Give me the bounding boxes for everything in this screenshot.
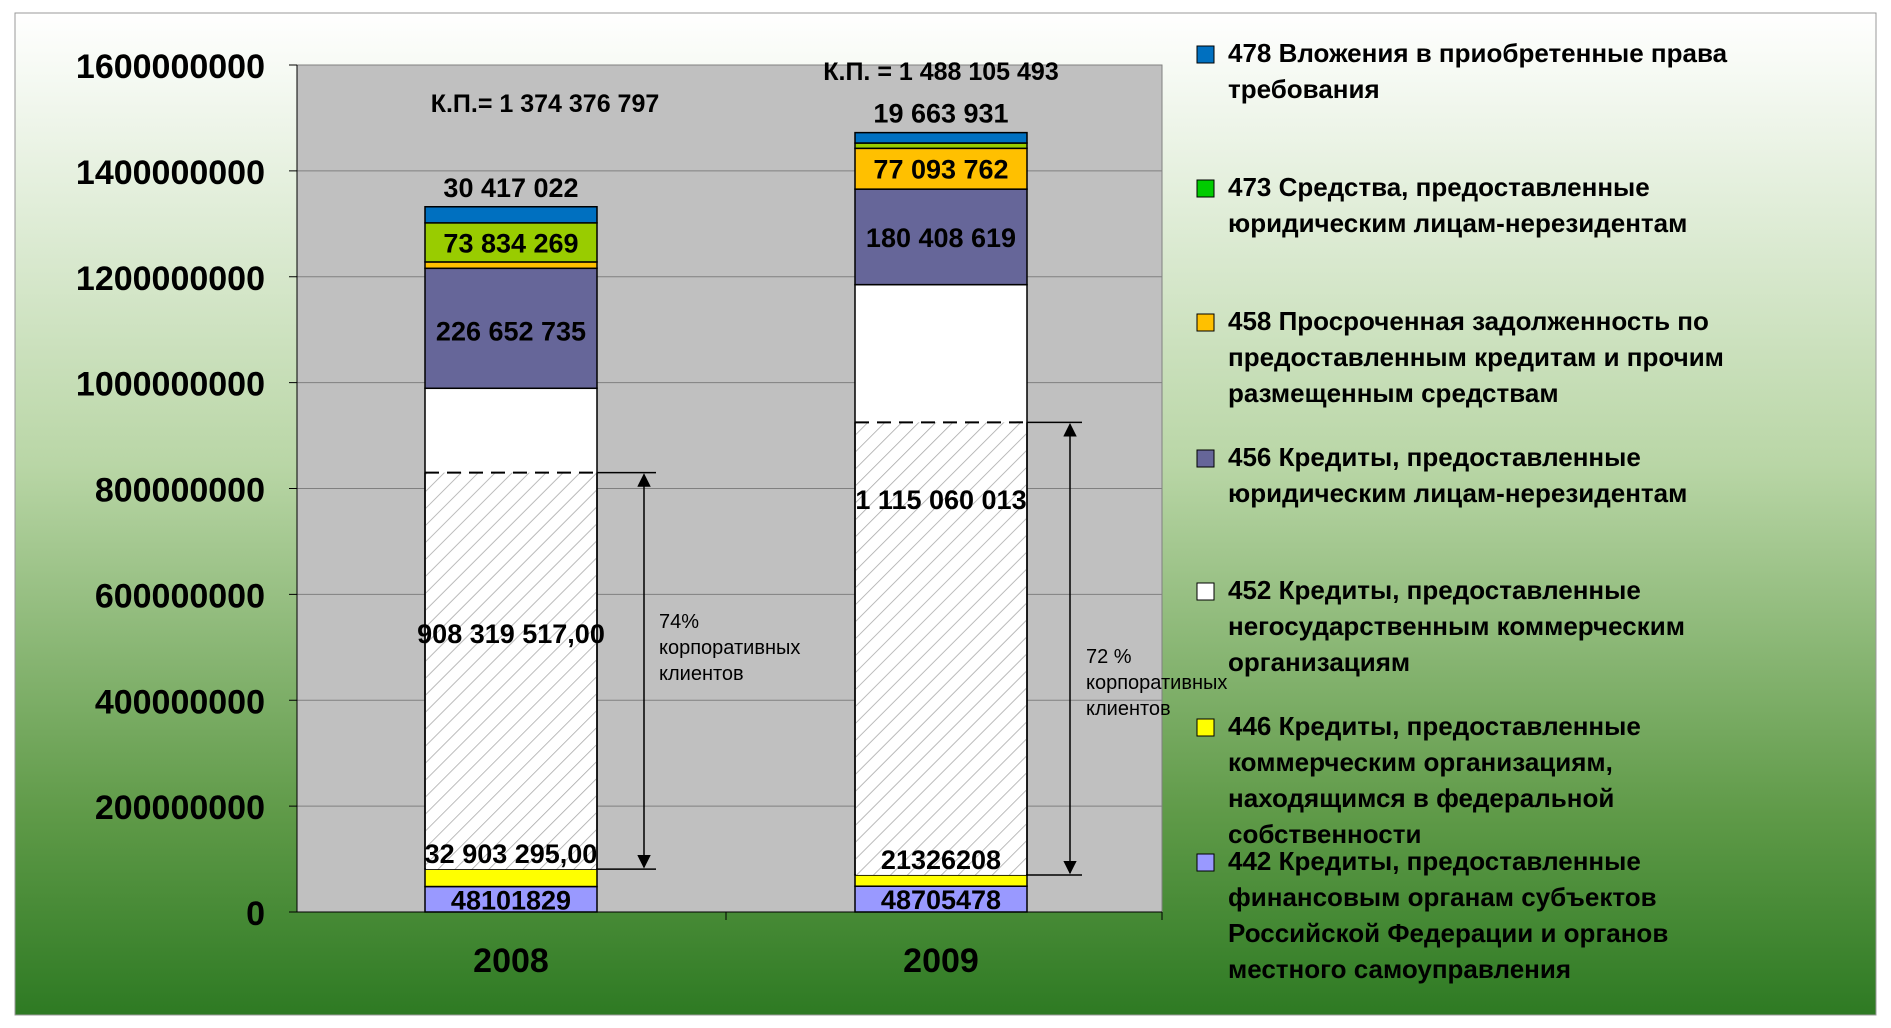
bar-segment-2008-458 bbox=[425, 262, 597, 268]
x-category-label: 2009 bbox=[903, 942, 979, 980]
data-label: 73 834 269 bbox=[443, 228, 579, 259]
data-label: 48705478 bbox=[880, 885, 1002, 916]
legend-swatch-442 bbox=[1197, 854, 1214, 871]
y-tick-label: 600000000 bbox=[94, 577, 265, 616]
legend-label-456: 456 Кредиты, предоставленные юридическим лицам-нерезидентам bbox=[1228, 442, 1688, 508]
data-label: 77 093 762 bbox=[873, 154, 1009, 185]
legend-label-452: 452 Кредиты, предоставленные негосударственным коммерческим организациям bbox=[1228, 575, 1685, 677]
data-label: 30 417 022 bbox=[443, 172, 579, 203]
data-label: 226 652 735 bbox=[435, 316, 587, 347]
legend-label-458: 458 Просроченная задолженность по предоставленным кредитам и прочим размещенным средствам bbox=[1228, 306, 1724, 408]
y-tick-label: 1200000000 bbox=[75, 259, 265, 298]
y-tick-label: 800000000 bbox=[94, 471, 265, 510]
bar-segment-2009-478 bbox=[855, 133, 1027, 143]
y-tick-label: 1000000000 bbox=[75, 365, 265, 404]
data-label: 1 115 060 013 bbox=[855, 484, 1027, 515]
data-label: 32 903 295,00 bbox=[424, 839, 598, 870]
corporate-hatched-region bbox=[426, 473, 596, 870]
y-tick-label: 1400000000 bbox=[75, 153, 265, 192]
y-tick-label: 0 bbox=[246, 895, 265, 933]
y-tick-label: 400000000 bbox=[94, 683, 265, 722]
data-label: 21326208 bbox=[880, 844, 1002, 875]
legend-swatch-446 bbox=[1197, 719, 1214, 736]
y-tick-label: 200000000 bbox=[94, 789, 265, 828]
corporate-share-note: 74% корпоративных клиентов bbox=[659, 611, 801, 685]
legend-swatch-473 bbox=[1197, 180, 1214, 197]
corporate-share-note: 72 % корпоративных клиентов bbox=[1086, 646, 1228, 720]
data-label: 908 319 517,00 bbox=[417, 619, 605, 650]
y-tick-label: 1600000000 bbox=[75, 48, 265, 86]
data-label: 48101829 bbox=[450, 885, 572, 916]
bar-segment-2008-446 bbox=[425, 869, 597, 886]
bar-segment-2008-478 bbox=[425, 207, 597, 223]
data-label: 19 663 931 bbox=[873, 98, 1009, 129]
legend-label-446: 446 Кредиты, предоставленные коммерческим организациям, находящимся в федеральной собственности bbox=[1228, 711, 1641, 849]
total-label-2009: К.П. = 1 488 105 493 bbox=[823, 58, 1059, 86]
data-label: 180 408 619 bbox=[865, 222, 1017, 253]
total-label-2008: К.П.= 1 374 376 797 bbox=[430, 90, 660, 118]
legend-label-473: 473 Средства, предоставленные юридическим лицам-нерезидентам bbox=[1228, 172, 1688, 238]
x-category-label: 2008 bbox=[473, 942, 549, 980]
legend-swatch-456 bbox=[1197, 450, 1214, 467]
legend-label-478: 478 Вложения в приобретенные права требования bbox=[1228, 38, 1728, 104]
legend-label-442: 442 Кредиты, предоставленные финансовым органам субъектов Российской Федерации и органов местного самоуправления bbox=[1228, 846, 1669, 984]
legend-swatch-478 bbox=[1197, 46, 1214, 63]
legend-swatch-458 bbox=[1197, 314, 1214, 331]
legend-swatch-452 bbox=[1197, 583, 1214, 600]
bar-segment-2009-473 bbox=[855, 143, 1027, 148]
